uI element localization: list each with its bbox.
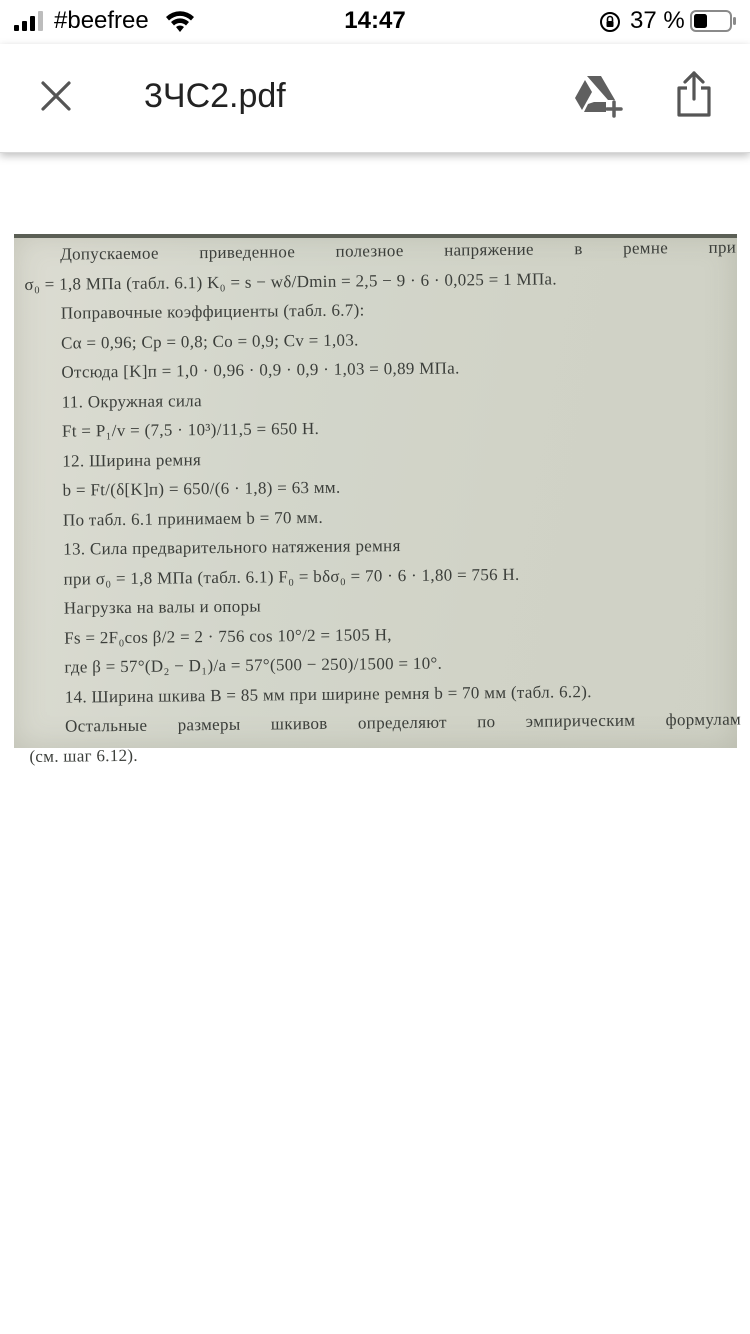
document-page-image [14, 234, 742, 766]
page-line: Допускаемое приведенное полезное напряжение в ремне при [60, 237, 737, 264]
page-line: 14. Ширина шкива B = 85 мм при ширине ремня b = 70 мм (табл. 6.2). [64, 681, 592, 707]
share-button[interactable] [664, 64, 724, 124]
battery-icon [690, 9, 738, 33]
close-icon [40, 80, 72, 112]
page-line: (см. шаг 6.12). [29, 745, 138, 766]
add-to-drive-button[interactable] [568, 66, 628, 126]
orientation-lock-icon [598, 10, 622, 34]
page-line: Cα = 0,96; Cp = 0,8; Cо = 0,9; Cv = 1,03. [60, 330, 359, 353]
page-line: 12. Ширина ремня [62, 449, 202, 471]
page-line: b = Ft/(δ[K]п) = 650/(6 · 1,8) = 63 мм. [62, 477, 341, 500]
viewer-toolbar [0, 44, 750, 153]
document-title: 3ЧС2.pdf [144, 77, 286, 115]
page-line: Fs = 2F₀cos β/2 = 2 · 756 cos 10°/2 = 1505 Н, [64, 624, 392, 648]
status-bar [0, 0, 750, 44]
drive-add-icon [573, 74, 623, 118]
close-button[interactable] [28, 68, 84, 124]
page-line: 11. Окружная сила [61, 390, 202, 412]
status-time: 14:47 [344, 7, 406, 34]
page-line: Поправочные коэффициенты (табл. 6.7): [60, 300, 365, 323]
page-line: где β = 57°(D₂ − D₁)/a = 57°(500 − 250)/1500 = 10°. [64, 653, 443, 677]
page-line: По табл. 6.1 принимаем b = 70 мм. [62, 507, 324, 530]
page-text [24, 233, 742, 771]
page-line: Отсюда [K]п = 1,0 · 0,96 · 0,9 · 0,9 · 1,03 = 0,89 МПа. [61, 358, 460, 382]
page-line: 13. Сила предварительного натяжения ремня [63, 536, 401, 559]
page-line: σ₀ = 1,8 МПа (табл. 6.1) K₀ = s − wδ/Dmin = 2,5 − 9 · 6 · 0,025 = 1 МПа. [24, 268, 557, 294]
page-line: Остальные размеры шкивов определяют по эмпирическим формулам [64, 709, 742, 736]
battery-percentage: 37 % [630, 7, 685, 34]
page-line: Ft = P₁/v = (7,5 · 10³)/11,5 = 650 Н. [61, 418, 320, 441]
share-icon [676, 71, 712, 117]
page-line: при σ₀ = 1,8 МПа (табл. 6.1) F₀ = bδσ₀ = 70 · 6 · 1,80 = 756 Н. [63, 564, 520, 589]
page-line: Нагрузка на валы и опоры [63, 596, 262, 618]
carrier-name: #beefree [54, 7, 149, 34]
